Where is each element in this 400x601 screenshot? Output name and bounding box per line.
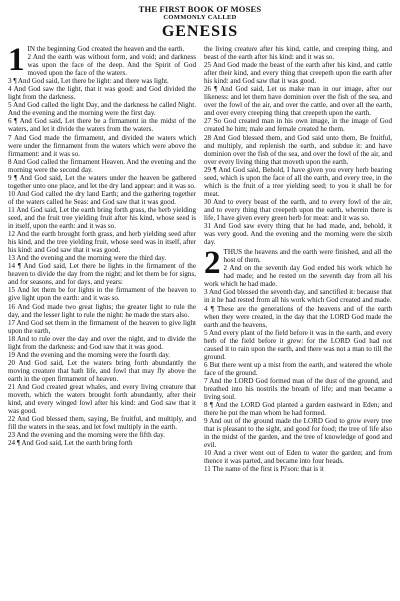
verse: 11 And God said, Let the earth bring forth grass, the herb yielding seed, and the fruit tree yielding fruit after his kind, whose seed is in itself, upon the earth: and it was so.: [8, 205, 196, 231]
verse: 30 And to every beast of the earth, and to every fowl of the air, and to every thing that creepeth upon the earth, wherein there is life, I have given every green herb for meat: and it was so.: [204, 197, 392, 222]
verse: 6 ¶ And God said, Let there be a firmament in the midst of the waters, and let it divide the waters from the waters.: [8, 117, 196, 134]
verse: 27 So God created man in his own image, in the image of God created he him; male and female created he them.: [204, 117, 392, 134]
chapter-1-number: 1: [8, 42, 25, 78]
verse: 4 ¶ These are the generations of the heavens and of the earth when they were created, in the day that the LORD God made the earth and the heavens,: [204, 304, 392, 329]
verse: 11 The name of the first is Pi'son: that is it: [204, 465, 324, 474]
verse: 3 And God blessed the seventh day, and sanctified it: because that in it he had rested from all his work which God created and made.: [204, 288, 392, 305]
verse: 14 ¶ And God said, Let there be lights in the firmament of the heaven to divide the day from the night; and let them be for signs, and for seasons, and for days, and years:: [8, 262, 196, 287]
verse: IN the beginning God created the heaven and the earth.: [27, 45, 185, 53]
verse: 24 ¶ And God said, Let the earth bring forth: [8, 439, 133, 448]
book-line: THE FIRST BOOK OF MOSES: [138, 4, 262, 14]
verse: 12 And the earth brought forth grass, and herb yielding seed after his kind, and the tree yielding fruit, whose seed was in itself, after his kind: and God saw that it was good.: [8, 230, 196, 255]
verse: 28 And God blessed them, and God said unto them, Be fruitful, and multiply, and replenish the earth, and subdue it: and have dominion over the fish of the sea, and over the fowl of the air, and over every living thing that moveth upon the earth.: [204, 133, 392, 166]
verse: the living creature after his kind, cattle, and creeping thing, and beast of the earth after his kind: and it was so.: [204, 45, 392, 62]
verse: 19 And the evening and the morning were the fourth day.: [8, 350, 171, 359]
verse: 8 ¶ And the LORD God planted a garden eastward in Eden; and there he put the man whom he had formed.: [204, 401, 392, 418]
verse: 3 ¶ And God said, Let there be light: and there was light.: [8, 77, 169, 86]
verse: 7 And the LORD God formed man of the dust of the ground, and breathed into his nostrils the breath of life; and man became a living soul.: [204, 376, 392, 402]
verse: 7 And God made the firmament, and divided the waters which were under the firmament from the waters which were above the firmament: and it was so.: [8, 133, 196, 158]
chapter-2: [204, 245, 392, 474]
verse: 4 And God saw the light, that it was good: and God divided the light from the darkness.: [8, 85, 196, 102]
verse: THUS the heavens and the earth were finished, and all the host of them.: [223, 248, 392, 265]
verse: 26 ¶ And God said, Let us make man in our image, after our likeness: and let them have dominion over the fish of the sea, and over the fowl of the air, and over the cattle, and over all the earth, and over every creeping thing that creepeth upon the earth.: [204, 85, 392, 118]
verse: 29 ¶ And God said, Behold, I have given you every herb bearing seed, which is upon the face of all the earth, and every tree, in the which is the fruit of a tree yielding seed; to you it shall be for meat.: [204, 165, 392, 198]
page-header: [8, 4, 392, 41]
book-title: GENESIS: [161, 23, 239, 40]
chapter-2-number: 2: [204, 245, 221, 282]
verse: 18 And to rule over the day and over the night, and to divide the light from the darkness: and God saw that it was good.: [8, 334, 196, 351]
called-line: COMMONLY CALLED: [163, 14, 237, 21]
verse: 20 And God said, Let the waters bring forth abundantly the moving creature that hath life, and fowl that may fly above the earth in the open firmament of heaven.: [8, 358, 196, 383]
verse: 5 And God called the light Day, and the darkness he called Night. And the evening and the morning were the first day.: [8, 101, 196, 118]
verse: 2 And the earth was without form, and void; and darkness was upon the face of the deep. And the Spirit of God moved upon the face of the waters.: [27, 53, 196, 78]
verse: 9 ¶ And God said, Let the waters under the heaven be gathered together unto one place, and let the dry land appear: and it was so.: [8, 173, 196, 190]
verse: 9 And out of the ground made the LORD God to grow every tree that is pleasant to the sight, and good for food; the tree of life also in the midst of the garden, and the tree of knowledge of good and evil.: [204, 417, 392, 450]
verse: 15 And let them be for lights in the firmament of the heaven to give light upon the earth: and it was so.: [8, 286, 196, 303]
verse: 21 And God created great whales, and every living creature that moveth, which the waters brought forth abundantly, after their kind, and every winged fowl after his kind: and God saw that it was good.: [8, 382, 196, 416]
verse: 5 And every plant of the field before it was in the earth, and every herb of the field before it grew: for the LORD God had not caused it to rain upon the earth, and there was not a man to till the ground.: [204, 328, 392, 361]
verse: 2 And on the seventh day God ended his work which he had made; and he rested on the seventh day from all his work which he had made.: [204, 264, 392, 289]
text-columns: [8, 42, 392, 474]
verse: 25 And God made the beast of the earth after his kind, and cattle after their kind, and every thing that creepeth upon the earth after his kind: and God saw that it was good.: [204, 61, 392, 86]
verse: 8 And God called the firmament Heaven. And the evening and the morning were the second day.: [8, 157, 196, 174]
verse: 31 And God saw every thing that he had made, and, behold, it was very good. And the evening and the morning were the sixth day.: [204, 222, 392, 247]
verse: 6 But there went up a mist from the earth, and watered the whole face of the ground.: [204, 360, 392, 377]
verse: 13 And the evening and the morning were the third day.: [8, 254, 167, 263]
verse: 10 And a river went out of Eden to water the garden; and from thence it was parted, and became into four heads.: [204, 449, 392, 466]
verse: 22 And God blessed them, saying, Be fruitful, and multiply, and fill the waters in the seas, and let fowl multiply in the earth.: [8, 415, 196, 432]
left-column: [8, 42, 196, 473]
verse: 23 And the evening and the morning were the fifth day.: [8, 431, 165, 440]
verse: 10 And God called the dry land Earth; and the gathering together of the waters called he Seas: and God saw that it was good.: [8, 189, 196, 206]
verse: 17 And God set them in the firmament of the heaven to give light upon the earth,: [8, 318, 196, 335]
verse: 16 And God made two great lights; the greater light to rule the day, and the lesser light to rule the night: he made the stars also.: [8, 302, 196, 319]
right-column: [204, 45, 392, 473]
